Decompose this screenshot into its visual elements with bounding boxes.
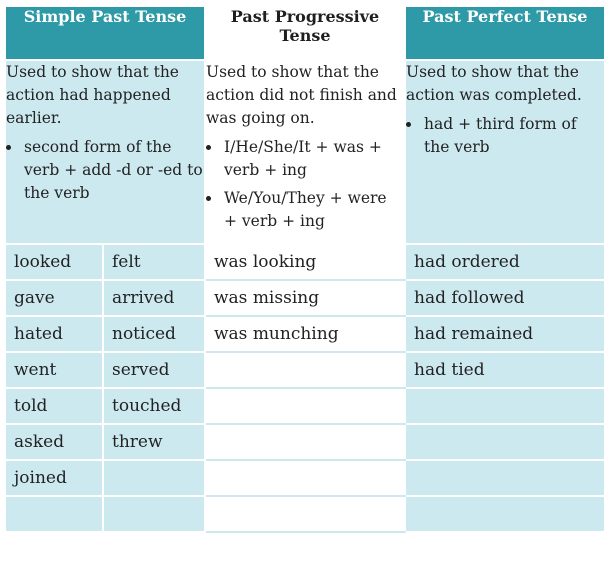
description-text: Used to show that the action did not finish and was going on.	[206, 63, 397, 127]
simple-past-verb: told	[5, 388, 103, 424]
table-row	[5, 496, 605, 532]
simple-past-verb	[5, 496, 103, 532]
past-perfect-verb: had remained	[405, 316, 605, 352]
past-progressive-verb	[205, 460, 405, 496]
simple-past-verb: hated	[5, 316, 103, 352]
past-progressive-verb	[205, 388, 405, 424]
past-progressive-verb	[205, 424, 405, 460]
rule-item: • second form of the verb + add -d or -ed to the verb	[22, 136, 204, 205]
simple-past-verb: served	[103, 352, 205, 388]
table-row	[5, 280, 605, 316]
table-row	[5, 244, 605, 280]
past-progressive-verb: was looking	[205, 244, 405, 280]
past-progressive-verb	[205, 496, 405, 532]
header-simple-past: Simple Past Tense	[5, 6, 205, 60]
past-perfect-verb	[405, 424, 605, 460]
simple-past-verb: looked	[5, 244, 103, 280]
rule-list	[6, 136, 204, 205]
past-progressive-verb: was munching	[205, 316, 405, 352]
description-row	[5, 60, 605, 244]
simple-past-verb: went	[5, 352, 103, 388]
simple-past-verb: asked	[5, 424, 103, 460]
simple-past-verb: noticed	[103, 316, 205, 352]
header-past-perfect: Past Perfect Tense	[405, 6, 605, 60]
past-perfect-verb	[405, 496, 605, 532]
simple-past-verb	[103, 496, 205, 532]
header-row	[5, 6, 605, 60]
past-progressive-verb	[205, 352, 405, 388]
simple-past-verb: arrived	[103, 280, 205, 316]
simple-past-verb: threw	[103, 424, 205, 460]
past-perfect-verb: had tied	[405, 352, 605, 388]
table-row	[5, 316, 605, 352]
header-past-progressive: Past Progressive Tense	[205, 6, 405, 60]
rule-item: • I/He/She/It + was + verb + ing	[222, 136, 404, 182]
description-text: Used to show that the action was completed.	[406, 63, 582, 104]
table-row	[5, 388, 605, 424]
past-perfect-verb	[405, 460, 605, 496]
table-row	[5, 424, 605, 460]
description-simple-past	[5, 60, 205, 244]
simple-past-verb: felt	[103, 244, 205, 280]
rule-list	[206, 136, 404, 233]
simple-past-verb: touched	[103, 388, 205, 424]
rule-item: • had + third form of the verb	[422, 113, 604, 159]
past-progressive-verb: was missing	[205, 280, 405, 316]
simple-past-verb: joined	[5, 460, 103, 496]
description-past-perfect	[405, 60, 605, 244]
tense-table	[4, 5, 606, 533]
table-row	[5, 460, 605, 496]
tense-table-container	[4, 5, 604, 561]
simple-past-verb: gave	[5, 280, 103, 316]
rule-item: • We/You/They + were + verb + ing	[222, 187, 404, 233]
past-perfect-verb: had followed	[405, 280, 605, 316]
table-row	[5, 352, 605, 388]
description-past-progressive	[205, 60, 405, 244]
past-perfect-verb: had ordered	[405, 244, 605, 280]
rule-list	[406, 113, 604, 159]
past-perfect-verb	[405, 388, 605, 424]
description-text: Used to show that the action had happened earlier.	[6, 63, 179, 127]
simple-past-verb	[103, 460, 205, 496]
